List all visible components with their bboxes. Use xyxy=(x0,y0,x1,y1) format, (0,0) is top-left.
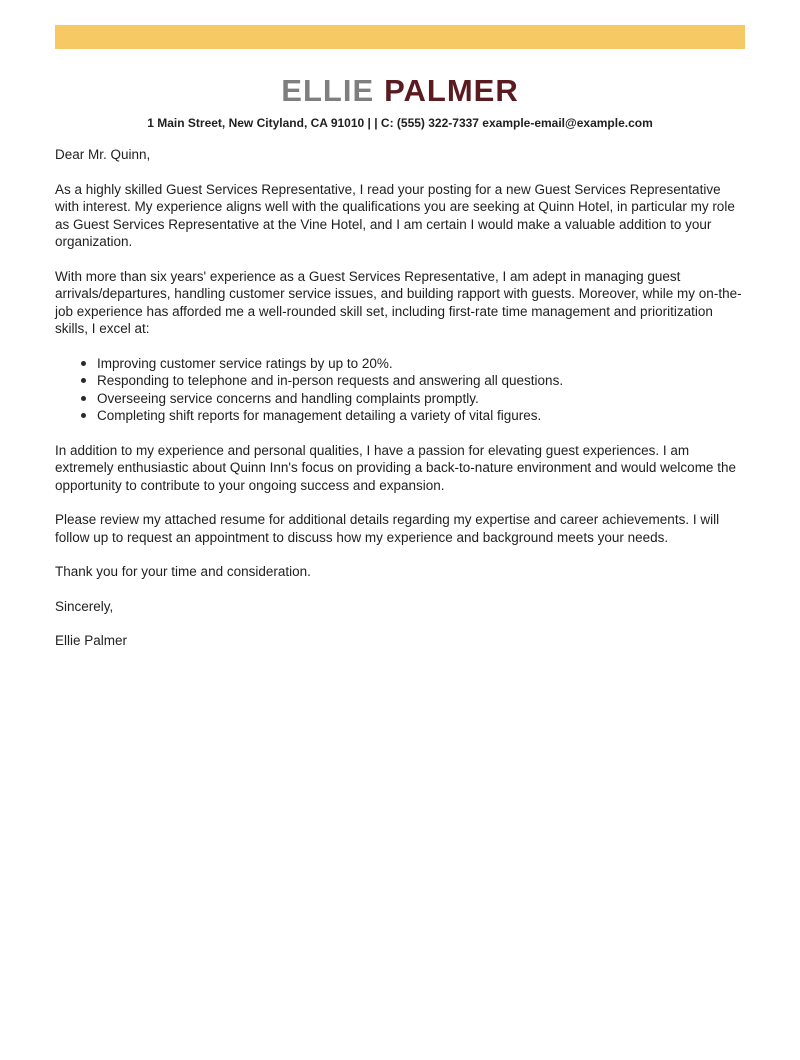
list-item xyxy=(79,355,745,373)
last-name: PALMER xyxy=(384,73,519,108)
first-name: ELLIE xyxy=(281,73,375,108)
bullet-icon xyxy=(81,413,86,418)
letter-body xyxy=(0,146,800,650)
signoff: Sincerely, xyxy=(55,598,114,614)
paragraph-experience: With more than six years' experience as a Guest Services Representative, I am adept in managing guest arrivals/departures, handling customer service issues, and building rapport with guests. Moreover, while my on-the-job experience has afforded me a well-rounded skill set, including first-rate time management and prioritization skills, I excel at: xyxy=(55,268,742,336)
bullet-text: Completing shift reports for management detailing a variety of vital figures. xyxy=(97,408,542,423)
bullet-icon xyxy=(81,378,86,383)
thanks-line: Thank you for your time and consideration. xyxy=(55,564,311,579)
bullet-text: Overseeing service concerns and handling complaints promptly. xyxy=(97,390,479,406)
list-item xyxy=(79,407,745,425)
accent-bar xyxy=(55,25,745,49)
paragraph-intro: As a highly skilled Guest Services Representative, I read your posting for a new Guest Services Representative with interest. My experience aligns well with the qualifications you are seeking at Quinn Hotel, in particular my role as Guest Services Representative at the Vine Hotel, and I am certain I would make a valuable addition to your organization. xyxy=(55,181,735,249)
bullet-icon xyxy=(81,396,86,401)
bullet-text: Responding to telephone and in-person requests and answering all questions. xyxy=(97,373,564,388)
contact-line: 1 Main Street, New Cityland, CA 91010 | | C: (555) 322-7337 example-email@example.com xyxy=(147,116,653,130)
signature: Ellie Palmer xyxy=(55,633,128,648)
list-item xyxy=(79,390,745,408)
salutation: Dear Mr. Quinn, xyxy=(55,147,151,162)
bullet-icon xyxy=(81,361,86,366)
paragraph-resume: Please review my attached resume for additional details regarding my expertise and career achievements. I will follow up to request an appointment to discuss how my experience and background meets your needs. xyxy=(55,512,720,545)
page-title xyxy=(0,73,800,109)
list-item xyxy=(79,372,745,390)
cover-letter-page xyxy=(0,25,800,1060)
bullet-text: Improving customer service ratings by up to 20%. xyxy=(97,355,393,371)
bullet-list xyxy=(79,355,745,425)
paragraph-passion: In addition to my experience and personal qualities, I have a passion for elevating guest experiences. I am extremely enthusiastic about Quinn Inn's focus on providing a back-to-nature environment and would welcome the opportunity to contribute to your ongoing success and expansion. xyxy=(55,442,736,493)
